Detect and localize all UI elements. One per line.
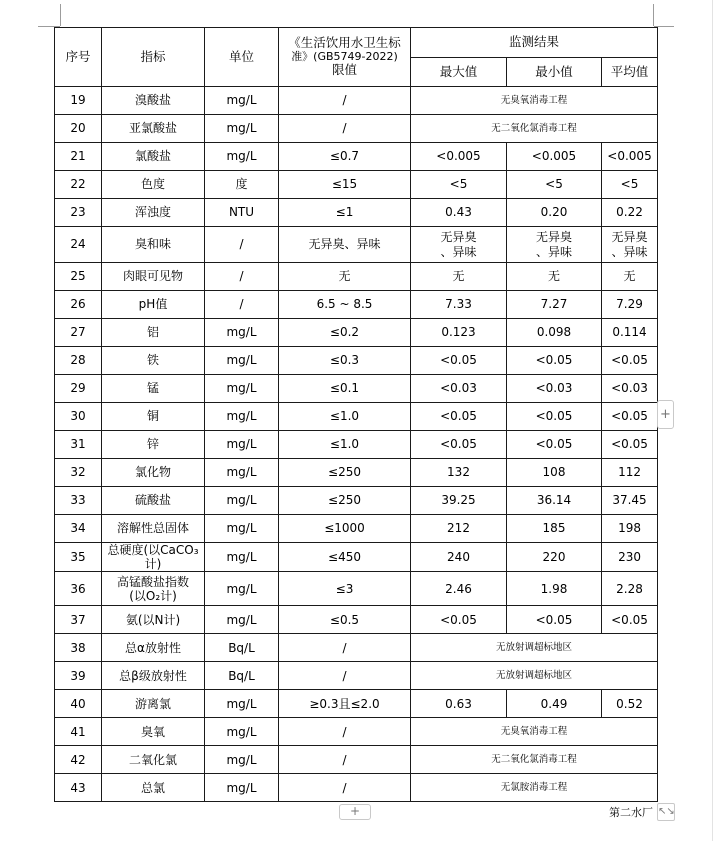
water-quality-table: [54, 27, 658, 802]
cell-min: [507, 227, 602, 263]
cell-indicator: 锌: [102, 431, 205, 459]
cell-avg: 37.45: [602, 487, 658, 515]
cell-indicator: 锰: [102, 375, 205, 403]
table-row: [55, 171, 658, 199]
header-max: 最大值: [411, 58, 507, 87]
cell-unit: mg/L: [205, 115, 279, 143]
cell-max: 39.25: [411, 487, 507, 515]
cell-indicator-line: (以O₂计): [129, 588, 177, 603]
cell-indicator: 色度: [102, 171, 205, 199]
cell-limit: ≥0.3且≤2.0: [279, 690, 411, 718]
cell-note: 无二氧化氯消毒工程: [411, 746, 658, 774]
cell-max: <0.05: [411, 431, 507, 459]
cell-indicator: 臭和味: [102, 227, 205, 263]
cell-unit: Bq/L: [205, 634, 279, 662]
cell-limit: ≤1.0: [279, 403, 411, 431]
cell-seq: 38: [55, 634, 102, 662]
cell-avg: 230: [602, 543, 658, 572]
cell-unit: mg/L: [205, 515, 279, 543]
cell-limit: /: [279, 662, 411, 690]
cell-max: <0.03: [411, 375, 507, 403]
cell-max: 2.46: [411, 572, 507, 606]
cell-indicator: 总β级放射性: [102, 662, 205, 690]
cell-seq: 41: [55, 718, 102, 746]
cell-seq: 22: [55, 171, 102, 199]
cell-seq: 31: [55, 431, 102, 459]
cell-avg: [602, 227, 658, 263]
cell-avg: 198: [602, 515, 658, 543]
cell-limit: ≤250: [279, 459, 411, 487]
cell-seq: 40: [55, 690, 102, 718]
cell-min: 1.98: [507, 572, 602, 606]
cell-note: 无二氧化氯消毒工程: [411, 115, 658, 143]
cell-limit: /: [279, 718, 411, 746]
header-limit-line: 限值: [331, 62, 357, 78]
cell-unit: mg/L: [205, 459, 279, 487]
cell-max: <0.05: [411, 606, 507, 634]
cell-max: <0.005: [411, 143, 507, 171]
cell-min: <0.05: [507, 606, 602, 634]
cell-indicator: 铜: [102, 403, 205, 431]
cell-min: 0.20: [507, 199, 602, 227]
cell-min: <0.05: [507, 347, 602, 375]
scrollbar-track: [712, 0, 713, 841]
cell-limit: ≤15: [279, 171, 411, 199]
cell-indicator: 二氧化氯: [102, 746, 205, 774]
cell-unit: mg/L: [205, 375, 279, 403]
cell-indicator-line: 高锰酸盐指数: [116, 574, 189, 589]
cell-min: 0.49: [507, 690, 602, 718]
cell-avg: <0.005: [602, 143, 658, 171]
cell-limit: /: [279, 634, 411, 662]
add-row-button[interactable]: +: [339, 804, 371, 820]
cell-limit: /: [279, 774, 411, 802]
cell-seq: 23: [55, 199, 102, 227]
cell-seq: 20: [55, 115, 102, 143]
cell-max: <5: [411, 171, 507, 199]
table-row: [55, 319, 658, 347]
cell-seq: 26: [55, 291, 102, 319]
cell-min: 无: [507, 263, 602, 291]
cell-seq: 28: [55, 347, 102, 375]
cell-note: 无放射调超标地区: [411, 634, 658, 662]
cell-indicator-line: 计): [144, 557, 162, 572]
cell-avg: <0.03: [602, 375, 658, 403]
cell-avg: 0.22: [602, 199, 658, 227]
cell-min: <0.005: [507, 143, 602, 171]
cell-note: 无放射调超标地区: [411, 662, 658, 690]
cell-max: <0.05: [411, 403, 507, 431]
cell-min: <0.05: [507, 431, 602, 459]
cell-note: 无臭氧消毒工程: [411, 87, 658, 115]
cell-min: <0.03: [507, 375, 602, 403]
cell-indicator: 氯化物: [102, 459, 205, 487]
cell-seq: 27: [55, 319, 102, 347]
cell-indicator: 臭氧: [102, 718, 205, 746]
cell-limit: /: [279, 87, 411, 115]
cell-indicator: 铁: [102, 347, 205, 375]
cell-unit: NTU: [205, 199, 279, 227]
cell-indicator: 浑浊度: [102, 199, 205, 227]
resize-handle[interactable]: ↖↘: [657, 803, 675, 821]
cell-avg: 无: [602, 263, 658, 291]
cell-seq: 30: [55, 403, 102, 431]
table-row: [55, 403, 658, 431]
crop-mark: [60, 4, 61, 26]
cell-seq: 36: [55, 572, 102, 606]
cell-unit: mg/L: [205, 746, 279, 774]
table-row: [55, 746, 658, 774]
cell-max: 132: [411, 459, 507, 487]
cell-unit: mg/L: [205, 431, 279, 459]
table-row: [55, 199, 658, 227]
cell-limit: 无: [279, 263, 411, 291]
table-row: [55, 543, 658, 572]
cell-unit: /: [205, 227, 279, 263]
cell-max: 无: [411, 263, 507, 291]
cell-unit: mg/L: [205, 543, 279, 572]
cell-max-line: 、异味: [440, 244, 477, 259]
footer-label: 第二水厂: [609, 806, 653, 819]
cell-max: 7.33: [411, 291, 507, 319]
cell-indicator: 铝: [102, 319, 205, 347]
cell-max: 0.123: [411, 319, 507, 347]
cell-avg: 0.52: [602, 690, 658, 718]
cell-unit: mg/L: [205, 319, 279, 347]
table-row: [55, 115, 658, 143]
table-row: [55, 87, 658, 115]
cell-avg-line: 无异臭: [611, 230, 648, 245]
cell-note: 无氯胺消毒工程: [411, 774, 658, 802]
cell-limit: ≤0.5: [279, 606, 411, 634]
cell-indicator: 氯酸盐: [102, 143, 205, 171]
cell-seq: 21: [55, 143, 102, 171]
header-limit-line: 准》(GB5749-2022): [291, 49, 398, 63]
cell-seq: 32: [55, 459, 102, 487]
cell-indicator: 溶解性总固体: [102, 515, 205, 543]
table-row: [55, 459, 658, 487]
header-avg: 平均值: [602, 58, 658, 87]
cell-min: 108: [507, 459, 602, 487]
cell-indicator: 总氯: [102, 774, 205, 802]
cell-limit: ≤250: [279, 487, 411, 515]
cell-seq: 34: [55, 515, 102, 543]
header-min: 最小值: [507, 58, 602, 87]
cell-max: 0.43: [411, 199, 507, 227]
cell-max: <0.05: [411, 347, 507, 375]
table-row: [55, 227, 658, 263]
cell-unit: /: [205, 263, 279, 291]
cell-indicator: 游离氯: [102, 690, 205, 718]
table-row: [55, 606, 658, 634]
cell-limit: /: [279, 115, 411, 143]
cell-limit: ≤0.2: [279, 319, 411, 347]
cell-limit: ≤1: [279, 199, 411, 227]
cell-avg: 2.28: [602, 572, 658, 606]
cell-unit: mg/L: [205, 403, 279, 431]
cell-min-line: 、异味: [535, 244, 572, 259]
cell-min: 7.27: [507, 291, 602, 319]
cell-min-line: 无异臭: [535, 230, 572, 245]
table-row: [55, 263, 658, 291]
header-limit-line: 《生活饮用水卫生标: [288, 34, 401, 50]
cell-min: 0.098: [507, 319, 602, 347]
cell-note: 无臭氧消毒工程: [411, 718, 658, 746]
table-row: [55, 375, 658, 403]
cell-unit: mg/L: [205, 347, 279, 375]
header-seq: 序号: [55, 28, 102, 87]
cell-indicator: 总α放射性: [102, 634, 205, 662]
cell-unit: /: [205, 291, 279, 319]
header-limit: [279, 28, 411, 87]
table-row: [55, 634, 658, 662]
cell-unit: mg/L: [205, 87, 279, 115]
cell-limit: 6.5 ~ 8.5: [279, 291, 411, 319]
cell-avg: <0.05: [602, 431, 658, 459]
table-row: [55, 572, 658, 606]
cell-max: 240: [411, 543, 507, 572]
table-body: [55, 87, 658, 802]
cell-limit: ≤3: [279, 572, 411, 606]
cell-min: 220: [507, 543, 602, 572]
cell-seq: 33: [55, 487, 102, 515]
cell-unit: Bq/L: [205, 662, 279, 690]
cell-limit: ≤0.7: [279, 143, 411, 171]
table-row: [55, 515, 658, 543]
cell-limit: ≤0.3: [279, 347, 411, 375]
cell-limit: ≤1000: [279, 515, 411, 543]
add-column-button[interactable]: +: [657, 400, 674, 429]
cell-seq: 37: [55, 606, 102, 634]
header-unit: 单位: [205, 28, 279, 87]
cell-avg: 112: [602, 459, 658, 487]
cell-avg: <0.05: [602, 347, 658, 375]
cell-unit: 度: [205, 171, 279, 199]
cell-indicator: 氨(以N计): [102, 606, 205, 634]
cell-unit: mg/L: [205, 572, 279, 606]
cell-max: 212: [411, 515, 507, 543]
cell-avg-line: 、异味: [611, 244, 648, 259]
cell-indicator: 溴酸盐: [102, 87, 205, 115]
table-row: [55, 291, 658, 319]
cell-limit: /: [279, 746, 411, 774]
cell-indicator: [102, 572, 205, 606]
cell-min: 185: [507, 515, 602, 543]
cell-unit: mg/L: [205, 143, 279, 171]
cell-seq: 35: [55, 543, 102, 572]
table-row: [55, 718, 658, 746]
cell-indicator: 硫酸盐: [102, 487, 205, 515]
header-monitor: 监测结果: [411, 28, 658, 58]
cell-unit: mg/L: [205, 774, 279, 802]
cell-seq: 42: [55, 746, 102, 774]
cell-seq: 25: [55, 263, 102, 291]
cell-max-line: 无异臭: [440, 230, 477, 245]
cell-seq: 19: [55, 87, 102, 115]
table-row: [55, 487, 658, 515]
cell-unit: mg/L: [205, 606, 279, 634]
table-row: [55, 662, 658, 690]
crop-mark: [653, 4, 654, 26]
cell-max: 0.63: [411, 690, 507, 718]
cell-limit: ≤0.1: [279, 375, 411, 403]
cell-unit: mg/L: [205, 487, 279, 515]
cell-indicator: [102, 543, 205, 572]
cell-min: <5: [507, 171, 602, 199]
cell-min: 36.14: [507, 487, 602, 515]
cell-avg: <0.05: [602, 606, 658, 634]
cell-limit: 无异臭、异味: [279, 227, 411, 263]
cell-limit: ≤1.0: [279, 431, 411, 459]
cell-seq: 43: [55, 774, 102, 802]
cell-avg: <5: [602, 171, 658, 199]
table-row: [55, 347, 658, 375]
cell-seq: 39: [55, 662, 102, 690]
table-row: [55, 774, 658, 802]
table-row: [55, 431, 658, 459]
cell-avg: <0.05: [602, 403, 658, 431]
cell-avg: 7.29: [602, 291, 658, 319]
table-row: [55, 143, 658, 171]
cell-seq: 24: [55, 227, 102, 263]
cell-indicator: 亚氯酸盐: [102, 115, 205, 143]
cell-unit: mg/L: [205, 690, 279, 718]
cell-min: <0.05: [507, 403, 602, 431]
cell-max: [411, 227, 507, 263]
cell-seq: 29: [55, 375, 102, 403]
cell-avg: 0.114: [602, 319, 658, 347]
cell-unit: mg/L: [205, 718, 279, 746]
cell-indicator-line: 总硬度(以CaCO₃: [107, 543, 199, 557]
cell-limit: ≤450: [279, 543, 411, 572]
header-indicator: 指标: [102, 28, 205, 87]
cell-indicator: 肉眼可见物: [102, 263, 205, 291]
table-row: [55, 690, 658, 718]
cell-indicator: pH值: [102, 291, 205, 319]
